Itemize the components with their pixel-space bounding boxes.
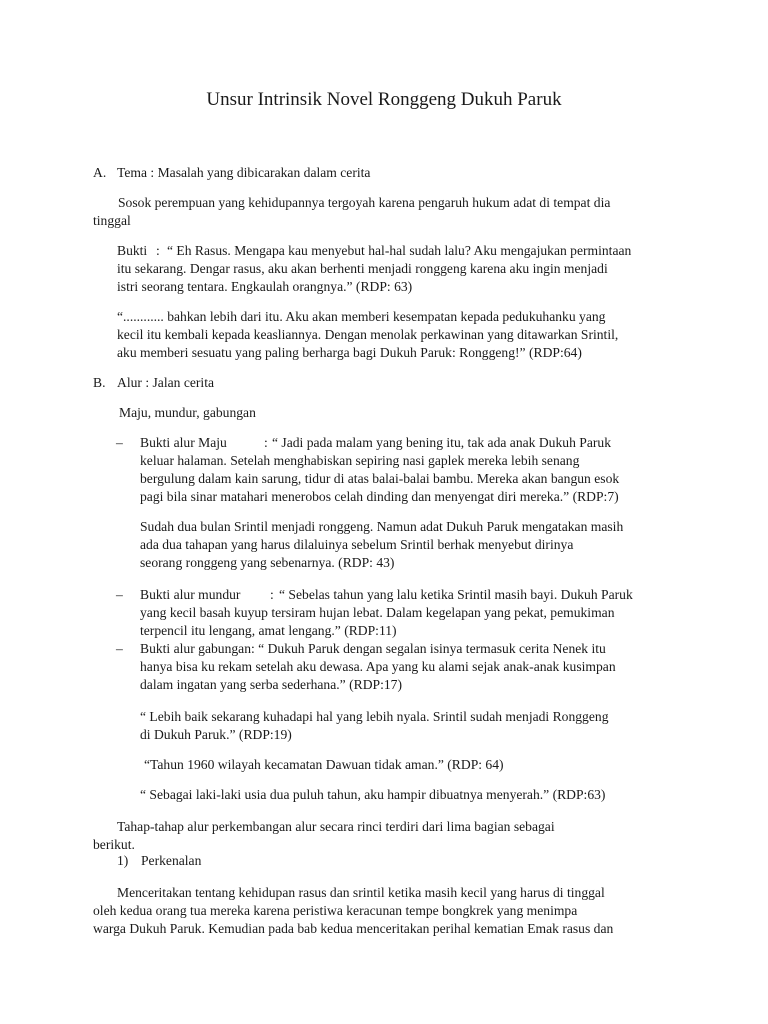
section-b-heading: Alur : Jalan cerita [117, 375, 215, 390]
alur-mundur-quote-line: yang kecil basah kuyup tersiram hujan lebat. Dalam kegelapan yang pekat, pemukiman [140, 605, 615, 620]
section-a-paragraph-line: tinggal [93, 213, 131, 228]
alur-mundur-label: Bukti alur mundur [140, 587, 241, 602]
alur-gabungan-quote-line: hanya bisa ku rekam setelah aku dewasa. Apa yang ku alami sejak anak-anak kusimpan [140, 659, 616, 674]
section-a-paragraph-line: Sosok perempuan yang kehidupannya tergoyah karena pengaruh hukum adat di tempat dia [118, 195, 611, 210]
perkenalan-paragraph-line: warga Dukuh Paruk. Kemudian pada bab kedua menceritakan perihal kematian Emak rasus dan [93, 921, 614, 936]
alur-gabungan-quote-line: Bukti alur gabungan: “ Dukuh Paruk dengan segalan isinya termasuk cerita Nenek itu [140, 641, 606, 656]
bukti-label: Bukti [117, 243, 148, 258]
list-item-number: 1) [117, 853, 129, 868]
bukti-quote-line: kecil itu kembali kepada keasliannya. Dengan menolak perkawinan yang ditawarkan Srintil, [117, 327, 619, 342]
alur-types: Maju, mundur, gabungan [119, 405, 256, 420]
alur-maju-quote2-line: Sudah dua bulan Srintil menjadi ronggeng. Namun adat Dukuh Paruk mengatakan masih [140, 519, 624, 534]
alur-gabungan-quote2-line: di Dukuh Paruk.” (RDP:19) [140, 727, 292, 742]
alur-maju-quote-line: keluar halaman. Setelah menghabiskan sepiring nasi gaplek mereka lebih senang [140, 453, 580, 468]
alur-gabungan-quote-line: dalam ingatan yang serba sederhana.” (RDP:17) [140, 677, 402, 692]
alur-gabungan-quote4: “ Sebagai laki-laki usia dua puluh tahun, aku hampir dibuatnya menyerah.” (RDP:63) [140, 787, 606, 802]
tahap-paragraph-line: Tahap-tahap alur perkembangan alur secara rinci terdiri dari lima bagian sebagai [117, 819, 555, 834]
tahap-paragraph-line: berikut. [93, 837, 135, 852]
alur-maju-quote-line: pagi bila sinar matahari menerobos celah dinding dan menyengat diri mereka.” (RDP:7) [140, 489, 619, 504]
dash-bullet: – [116, 435, 123, 450]
alur-maju-label: Bukti alur Maju [140, 435, 227, 450]
alur-maju-quote2-line: seorang ronggeng yang sebenarnya. (RDP: 43) [140, 555, 395, 570]
alur-maju-quote2-line: ada dua tahapan yang harus dilaluinya sebelum Srintil berhak menyebut dirinya [140, 537, 574, 552]
section-a-heading: Tema : Masalah yang dibicarakan dalam cerita [117, 165, 371, 180]
section-a-letter: A. [93, 165, 107, 180]
document-title: Unsur Intrinsik Novel Ronggeng Dukuh Paruk [206, 89, 562, 110]
bukti-quote-line: aku memberi sesuatu yang paling berharga bagi Dukuh Paruk: Ronggeng!” (RDP:64) [117, 345, 582, 360]
alur-mundur-quote-line: “ Sebelas tahun yang lalu ketika Srintil masih bayi. Dukuh Paruk [279, 587, 633, 602]
alur-maju-quote-line: bergulung dalam kain sarung, tidur di atas balai-balai bambu. Mereka akan bangun esok [140, 471, 620, 486]
alur-gabungan-quote2-line: “ Lebih baik sekarang kuhadapi hal yang lebih nyala. Srintil sudah menjadi Ronggeng [140, 709, 609, 724]
alur-mundur-quote-line: terpencil itu lengang, amat lengang.” (RDP:11) [140, 623, 397, 638]
bukti-quote-line: “ Eh Rasus. Mengapa kau menyebut hal-hal sudah lalu? Aku mengajukan permintaan [167, 243, 632, 258]
list-item-label: Perkenalan [141, 853, 202, 868]
bukti-colon: : [156, 243, 160, 258]
section-b-letter: B. [93, 375, 106, 390]
bukti-quote-line: “............ bahkan lebih dari itu. Aku akan memberi kesempatan kepada pedukuhanku yang [117, 309, 606, 324]
bukti-quote-line: istri seorang tentara. Engkaulah orangnya.” (RDP: 63) [117, 279, 413, 294]
dash-bullet: – [116, 587, 123, 602]
bukti-quote-line: itu sekarang. Dengar rasus, aku akan berhenti menjadi ronggeng karena aku ingin menjadi [117, 261, 608, 276]
alur-gabungan-quote3: “Tahun 1960 wilayah kecamatan Dawuan tidak aman.” (RDP: 64) [144, 757, 504, 772]
alur-mundur-colon: : [270, 587, 274, 602]
perkenalan-paragraph-line: oleh kedua orang tua mereka karena peristiwa keracunan tempe bongkrek yang menimpa [93, 903, 578, 918]
perkenalan-paragraph-line: Menceritakan tentang kehidupan rasus dan srintil ketika masih kecil yang harus di tinggal [117, 885, 605, 900]
alur-maju-colon: : [264, 435, 268, 450]
alur-maju-quote-line: “ Jadi pada malam yang bening itu, tak ada anak Dukuh Paruk [272, 435, 611, 450]
dash-bullet: – [116, 641, 123, 656]
